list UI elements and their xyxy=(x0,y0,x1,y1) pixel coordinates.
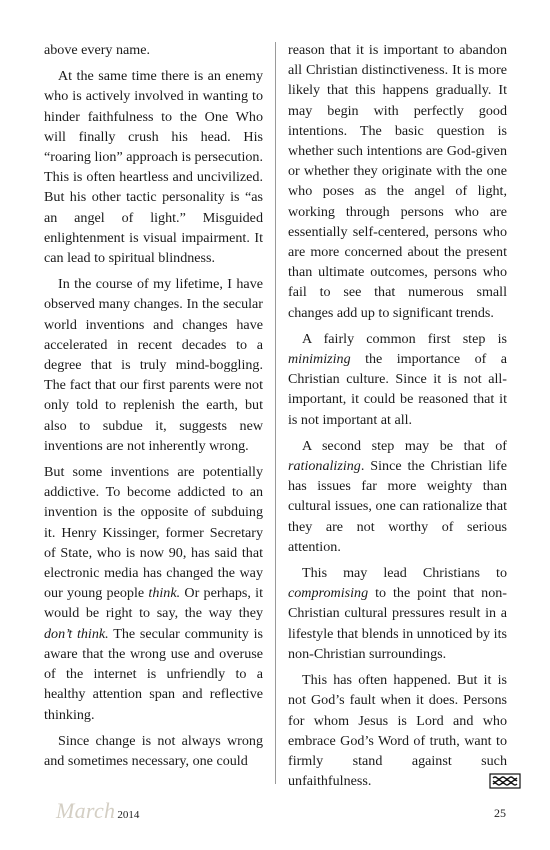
paragraph-text: At the same time there is an enemy who is actively involved in wanting to hinder faithfulness to the One Who will finally crush his head. His “roaring lion” approach is persecution. This is often heartless and uncivilized. But his other tactic personality is “as an angel of light.” Misguided enlightenment is visual impairment. It can lead to spiritual blindness. xyxy=(44,68,263,267)
end-of-article-ornament-icon xyxy=(475,772,507,790)
emphasis-text: compromising xyxy=(288,585,369,602)
paragraph-rationalizing xyxy=(288,436,507,557)
paragraph-continuation xyxy=(288,40,507,323)
paragraph-text: to the point that non-Christian cultural pressures result in a lifestyle that blends in unnoticed by its non-Christian surroundings. xyxy=(288,585,507,662)
paragraph-text: Since change is not always wrong and sometimes necessary, one could xyxy=(44,732,263,769)
paragraph-text: This may lead Christians to xyxy=(302,565,507,582)
paragraph-conclusion xyxy=(288,670,507,791)
paragraph-minimizing xyxy=(288,329,507,430)
paragraph-text: But some inventions are potentially addictive. To become addicted to an invention is the opposite of subduing it. Henry Kissinger, former Secretary of State, who is now 90, has said that electronic media has changed the way our young people xyxy=(44,464,263,602)
paragraph-text: This has often happened. But it is not God’s fault when it does. Persons for whom Jesus is Lord and who embrace God’s Word of truth, want to firmly stand against such unfaithfulness. xyxy=(288,672,507,790)
footer-year: 2014 xyxy=(117,809,140,821)
paragraph-text: the importance of a Christian culture. Since it is not all-important, it could be reasoned that it is not important at all. xyxy=(288,351,507,428)
emphasis-text: rationalizing xyxy=(288,458,361,475)
right-column xyxy=(288,40,507,797)
paragraph-change-necessary xyxy=(44,731,263,771)
paragraph-text: . Since the Christian life has issues far more weighty than cultural issues, one can rationalize that they are not worthy of serious attention. xyxy=(288,458,507,555)
paragraph-compromising xyxy=(288,563,507,664)
left-column xyxy=(44,40,263,777)
paragraph-changes xyxy=(44,274,263,456)
paragraph-text: reason that it is important to abandon all Christian distinctiveness. It is more likely that this happens gradually. It may begin with perfectly good intentions. The basic question is whether such intentions are God-given or whether they originate with the one who poses as the angel of light, working through persons who are essentially self-centered, persons who are more concerned about the present than ultimate outcomes, persons who fail to see that numerous small changes add up to significant trends. xyxy=(288,42,507,321)
page-number: 25 xyxy=(494,806,506,820)
emphasis-text: minimizing xyxy=(288,351,351,368)
column-divider xyxy=(275,42,276,784)
paragraph-inventions xyxy=(44,462,263,725)
paragraph-continuation xyxy=(44,40,263,60)
paragraph-text: A fairly common first step is xyxy=(302,330,507,347)
footer-issue-date xyxy=(56,798,139,824)
paragraph-text: A second step may be that of xyxy=(302,437,507,454)
emphasis-text: think. xyxy=(148,585,181,602)
paragraph-text: In the course of my lifetime, I have observed many changes. In the secular world inventions and changes have accelerated in recent decades to a degree that is truly mind-boggling. The fact that our first parents were not only told to replenish the earth, but also to subdue it, suggests new inventions are not inherently wrong. xyxy=(44,276,263,454)
paragraph-enemy xyxy=(44,66,263,268)
paragraph-text: Or perhaps, it would be right to say, the way they xyxy=(44,585,263,622)
paragraph-text: above every name. xyxy=(44,42,151,58)
paragraph-text: The secular community is aware that the wrong use and overuse of the internet is unfriendly to a healthy attention span and reflective thinking. xyxy=(44,625,263,723)
emphasis-text: don’t think. xyxy=(44,625,109,642)
footer-month: March xyxy=(56,798,116,823)
